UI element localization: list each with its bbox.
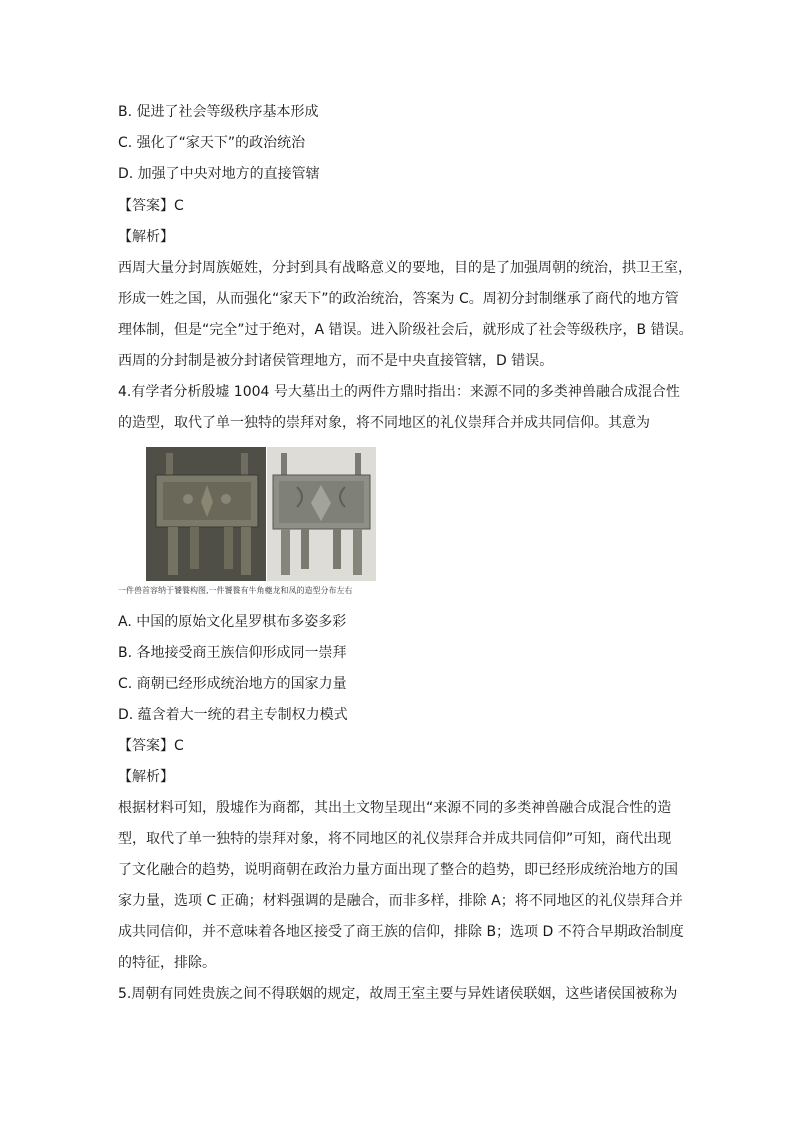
- question-5-stem: 5.周朝有同姓贵族之间不得联姻的规定，故周王室主要与异姓诸侯联姻，这些诸侯国被称为: [118, 986, 678, 1002]
- question-4-stem: 4.有学者分析殷墟 1004 号大墓出土的两件方鼎时指出：来源不同的多类神兽融合成混合性: [118, 384, 680, 400]
- bronze-ding-photo-right: [267, 447, 376, 581]
- option-d: D. 蕴含着大一统的君主专制权力模式: [118, 707, 348, 723]
- option-c: C. 商朝已经形成统治地方的国家力量: [118, 676, 347, 692]
- analysis-text: 了文化融合的趋势，说明商朝在政治力量方面出现了整合的趋势，即已经形成统治地方的国: [118, 862, 678, 878]
- bronze-ding-figure: [146, 447, 376, 581]
- bronze-ding-photo-left: [146, 447, 266, 581]
- option-d: D. 加强了中央对地方的直接管辖: [118, 166, 320, 182]
- analysis-text: 的特征，排除。: [118, 955, 216, 971]
- analysis-label: 【解析】: [118, 229, 174, 245]
- analysis-text: 西周大量分封周族姬姓，分封到具有战略意义的要地，目的是了加强周朝的统治，拱卫王室，: [118, 260, 692, 276]
- analysis-text: 成共同信仰，并不意味着各地区接受了商王族的信仰，排除 B；选项 D 不符合早期政治制度: [118, 924, 684, 940]
- analysis-text: 型，取代了单一独特的崇拜对象，将不同地区的礼仪崇拜合并成共同信仰”可知，商代出现: [118, 831, 672, 847]
- analysis-text: 根据材料可知，殷墟作为商都，其出土文物呈现出“来源不同的多类神兽融合成混合性的造: [118, 800, 672, 816]
- analysis-text: 理体制，但是“完全”过于绝对，A 错误。进入阶级社会后，就形成了社会等级秩序，B 错误。: [118, 322, 693, 338]
- option-c: C. 强化了“家天下”的政治统治: [118, 135, 306, 151]
- answer-label: 【答案】C: [118, 738, 184, 754]
- option-b: B. 促进了社会等级秩序基本形成: [118, 104, 319, 120]
- analysis-text: 形成一姓之国，从而强化“家天下”的政治统治，答案为 C。周初分封制继承了商代的地方管: [118, 291, 679, 307]
- answer-label: 【答案】C: [118, 198, 184, 214]
- option-a: A. 中国的原始文化星罗棋布多姿多彩: [118, 614, 347, 630]
- analysis-label: 【解析】: [118, 769, 174, 785]
- analysis-text: 家力量，选项 C 正确；材料强调的是融合，而非多样，排除 A；将不同地区的礼仪崇拜合并: [118, 893, 683, 909]
- option-b: B. 各地接受商王族信仰形成同一崇拜: [118, 645, 347, 661]
- question-4-stem: 的造型，取代了单一独特的崇拜对象，将不同地区的礼仪崇拜合并成共同信仰。其意为: [118, 415, 650, 431]
- figure-caption: 一件兽首容纳于饕餮构图,一件饕餮有牛角夔龙和凤的造型分布左右: [118, 586, 353, 595]
- analysis-text: 西周的分封制是被分封诸侯管理地方，而不是中央直接管辖，D 错误。: [118, 353, 554, 369]
